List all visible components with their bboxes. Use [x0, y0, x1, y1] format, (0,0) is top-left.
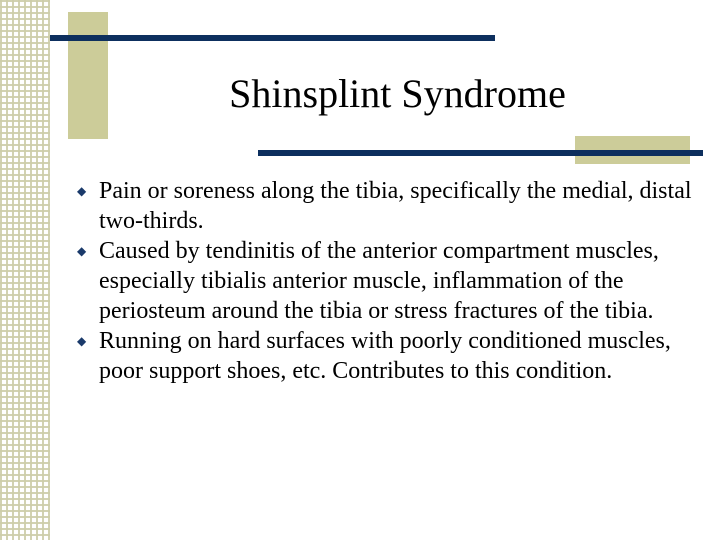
- bullet-item: [74, 236, 704, 326]
- diamond-bullet-icon: ◆: [77, 334, 87, 348]
- slide-title: Shinsplint Syndrome: [229, 71, 566, 116]
- diamond-bullet-icon: ◆: [77, 244, 87, 258]
- bullet-text: Caused by tendinitis of the anterior compartment muscles, especially tibialis anterior muscle, inflammation of the periosteum around the tibia or stress fractures of the tibia.: [99, 238, 659, 324]
- title-rule-top: [50, 35, 495, 41]
- bullet-list: [74, 176, 704, 386]
- bullet-text: Pain or soreness along the tibia, specifically the medial, distal two-thirds.: [99, 178, 692, 234]
- title-rule-bottom: [258, 150, 703, 156]
- bullet-item: [74, 176, 704, 236]
- bullet-text: Running on hard surfaces with poorly conditioned muscles, poor support shoes, etc. Contributes to this condition.: [99, 328, 671, 384]
- bullet-item: [74, 326, 704, 386]
- grid-pattern-strip: [0, 0, 50, 540]
- title-accent-bar-left: [68, 12, 108, 139]
- diamond-bullet-icon: ◆: [77, 184, 87, 198]
